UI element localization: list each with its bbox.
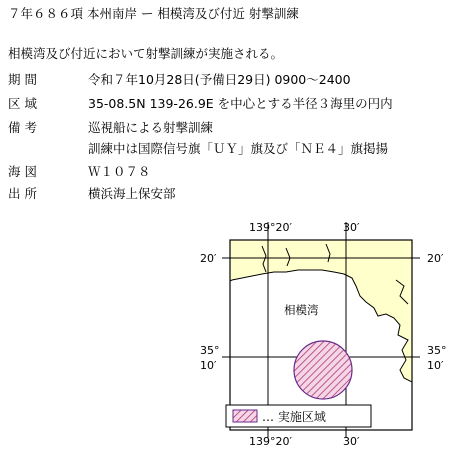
lat-label-lower-left-deg: 35°	[200, 344, 220, 357]
row-label-source: 出 所	[8, 186, 37, 201]
row-value-period: 令和７年10月28日(予備日29日) 0900～2400	[88, 72, 351, 87]
row-value-remarks: 巡視船による射撃訓練	[88, 120, 214, 135]
lon-label-top-1: 139°20′	[249, 221, 292, 234]
exercise-area-circle	[294, 341, 352, 399]
lat-label-lower-right-min: 10′	[427, 359, 444, 372]
row-value-area: 35-08.5N 139-26.9E を中心とする半径３海里の円内	[88, 96, 393, 111]
lat-label-lower-right-deg: 35°	[427, 344, 447, 357]
lat-label-lower-left-min: 10′	[200, 359, 217, 372]
notice-header: ７年６８６項 本州南岸 ー 相模湾及び付近 射撃訓練	[8, 6, 299, 21]
row-label-remarks: 備 考	[8, 120, 37, 135]
lon-label-top-2: 30′	[343, 221, 360, 234]
lon-label-bottom-2: 30′	[343, 435, 360, 448]
notice-lead: 相模湾及び付近において射撃訓練が実施される。	[8, 46, 284, 61]
row-value-chart: Ｗ１０７８	[88, 164, 151, 179]
lat-label-upper-right: 20′	[427, 252, 444, 265]
row-value-remarks-2: 訓練中は国際信号旗「ＵＹ」旗及び「ＮＥ４」旗掲揚	[88, 141, 389, 156]
row-label-area: 区 域	[8, 96, 37, 111]
bay-name-label: 相模湾	[284, 303, 319, 317]
row-label-period: 期 間	[8, 72, 37, 87]
legend-swatch	[233, 410, 257, 422]
lat-label-upper-left: 20′	[200, 252, 217, 265]
row-value-source: 横浜海上保安部	[88, 186, 176, 201]
row-label-chart: 海 図	[8, 164, 37, 179]
lon-label-bottom-1: 139°20′	[249, 435, 292, 448]
legend-label: … 実施区域	[262, 410, 326, 424]
